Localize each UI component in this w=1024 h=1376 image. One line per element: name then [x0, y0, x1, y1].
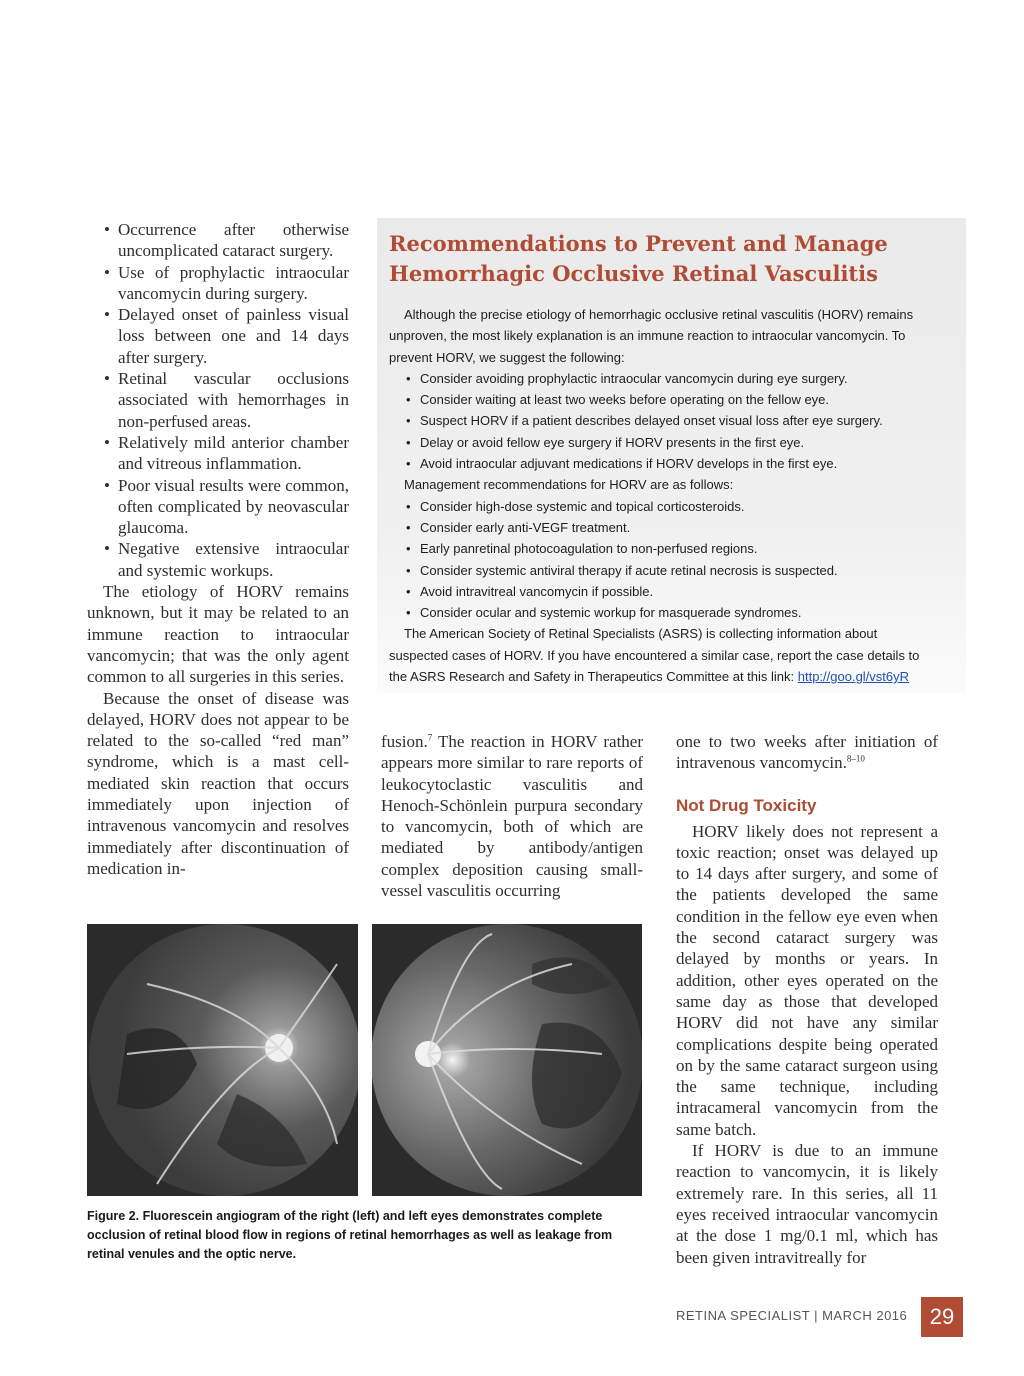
list-item: • Poor visual results were common, often complicated by neovascular glaucoma. [87, 475, 349, 539]
prevent-item: • Consider avoiding prophylactic intraocular vancomycin during eye surgery. [389, 368, 937, 389]
onset-paragraph: Because the onset of disease was delayed, HORV does not appear to be related to the so-called “red man” syndrome, which is a mast cell-mediated skin reaction that occurs immediately upon injection of intravenous vancomycin and resolves immediately after discontinuation of medication in- [87, 688, 349, 878]
middle-text: fusion. [381, 732, 428, 751]
middle-column [381, 731, 643, 901]
middle-paragraph [381, 731, 643, 901]
left-column [87, 219, 349, 879]
findings-list [87, 219, 349, 581]
list-item: • Occurrence after otherwise uncomplicated cataract surgery. [87, 219, 349, 262]
manage-lead: Management recommendations for HORV are as follows: [404, 477, 734, 493]
angiogram-left-eye [372, 924, 642, 1196]
recommendations-box [377, 218, 966, 693]
manage-item: • Avoid intravitreal vancomycin if possible. [389, 581, 937, 602]
right-text: one to two weeks after initiation of intravenous vancomycin. [676, 732, 938, 773]
box-title [389, 229, 949, 289]
citation-superscript: 8–10 [846, 753, 865, 764]
box-title-line: Hemorrhagic Occlusive Retinal Vasculitis [389, 261, 878, 286]
immune-paragraph: If HORV is due to an immune reaction to vancomycin, it is likely extremely rare. In this series, all 11 eyes received intraocular vancomycin at the dose 1 mg/0.1 ml, which has been given intravitreally for [676, 1141, 938, 1267]
page-number: 29 [921, 1297, 963, 1337]
section-heading: Not Drug Toxicity [676, 795, 817, 815]
box-closing [389, 623, 937, 687]
citation-superscript: 7 [427, 732, 433, 743]
toxicity-paragraph: HORV likely does not represent a toxic reaction; onset was delayed up to 14 days after surgery, and some of the patients developed the same condition in the fellow eye even when the second cataract surgery was delayed by months or years. In addition, other eyes operated on the same day as those that developed HORV did not have any similar complications despite being operated on by the same cataract surgeon using the same technique, including intracameral vancomycin from the same batch. [676, 821, 938, 1139]
manage-item: • Consider early anti-VEGF treatment. [389, 517, 937, 538]
right-column [676, 731, 938, 1268]
manage-item: • Consider ocular and systemic workup for masquerade syndromes. [389, 602, 937, 623]
closing-text: The American Society of Retinal Specialists (ASRS) is collecting information about suspected cases of HORV. If you have encountered a similar case, report the case details to the ASRS Research and Safety in Therapeutics Committee at this link: [389, 626, 920, 685]
manage-item: • Consider systemic antiviral therapy if acute retinal necrosis is suspected. [389, 560, 937, 581]
journal-footer: RETINA SPECIALIST | MARCH 2016 [676, 1308, 908, 1323]
etiology-paragraph: The etiology of HORV remains unknown, but it may be related to an immune reaction to intraocular vancomycin; that was the only agent common to all surgeries in this series. [87, 582, 349, 687]
angiogram-left-eye-graphic [372, 924, 642, 1196]
right-lead-paragraph [676, 731, 938, 774]
manage-item: • Consider high-dose systemic and topical corticosteroids. [389, 496, 937, 517]
asrs-link[interactable]: http://goo.gl/vst6yR [797, 669, 910, 685]
angiogram-right-eye [87, 924, 358, 1196]
box-title-line: Recommendations to Prevent and Manage [389, 231, 888, 256]
box-body [389, 304, 937, 687]
prevent-item: • Avoid intraocular adjuvant medications if HORV develops in the first eye. [389, 453, 937, 474]
list-item: • Negative extensive intraocular and systemic workups. [87, 538, 349, 581]
list-item: • Use of prophylactic intraocular vancomycin during surgery. [87, 262, 349, 305]
list-item: • Retinal vascular occlusions associated with hemorrhages in non-perfused areas. [87, 368, 349, 432]
manage-item: • Early panretinal photocoagulation to non-perfused regions. [389, 538, 937, 559]
angiogram-right-eye-graphic [87, 924, 358, 1196]
prevent-item: • Delay or avoid fellow eye surgery if HORV presents in the first eye. [389, 432, 937, 453]
prevent-item: • Suspect HORV if a patient describes delayed onset visual loss after eye surgery. [389, 410, 937, 431]
list-item: • Delayed onset of painless visual loss between one and 14 days after surgery. [87, 304, 349, 368]
list-item: • Relatively mild anterior chamber and vitreous inflammation. [87, 432, 349, 475]
prevent-item: • Consider waiting at least two weeks before operating on the fellow eye. [389, 389, 937, 410]
middle-text: The reaction in HORV rather appears more similar to rare reports of leukocytoclastic vasculitis and Henoch-Schönlein purpura secondary to vancomycin, both of which are mediated by antibody/antigen complex deposition causing small-vessel vasculitis occurring [381, 732, 643, 901]
figure-caption: Figure 2. Fluorescein angiogram of the right (left) and left eyes demonstrates complete occlusion of retinal blood flow in regions of retinal hemorrhages as well as leakage from retinal venules and the optic nerve. [87, 1209, 613, 1261]
box-intro: Although the precise etiology of hemorrhagic occlusive retinal vasculitis (HORV) remains unproven, the most likely explanation is an immune reaction to intraocular vancomycin. To prevent HORV, we suggest the following: [389, 307, 914, 365]
